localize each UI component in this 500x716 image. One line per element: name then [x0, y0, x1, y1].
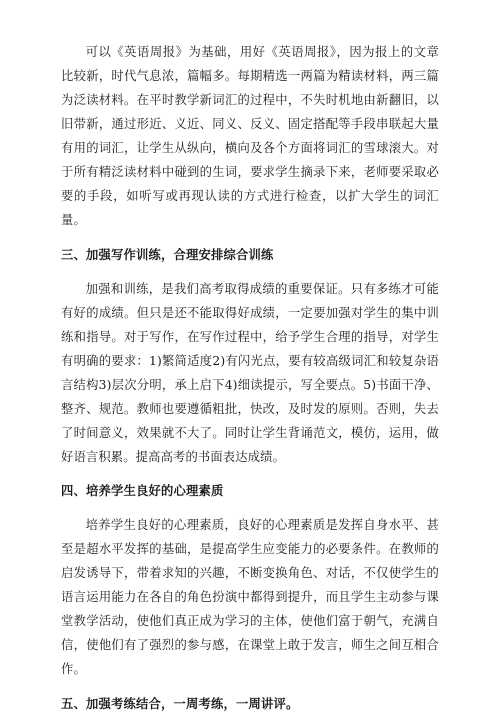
section-heading-psychology: 四、培养学生良好的心理素质 — [61, 484, 224, 498]
section-heading-weekly-tests: 五、加强考练结合，一周考练，一周讲评。 — [61, 697, 299, 711]
paragraph-vocabulary: 可以《英语周报》为基础，用好《英语周报》，因为报上的文章比较新，时代气息浓，篇幅多。每期精选一两篇为精读材料，两三篇为泛读材料。在平时教学新词汇的过程中，不失时机地由新翻旧，以旧带新，通过形近、义近、同义、反义、固定搭配等手段串联起大量有用的词汇，让学生从纵向，横向及各个方面将词汇的雪球滚大。对于所有精泛读材料中碰到的生词，要求学生摘录下来，老师要采取必要的手段，如听写或再现认读的方式进行检查，以扩大学生的词汇量。 — [61, 45, 439, 227]
paragraph-writing-training: 加强和训练，是我们高考取得成绩的重要保证。只有多练才可能有好的成绩。但只是还不能取得好成绩，一定要加强对学生的集中训练和指导。对于写作，在写作过程中，给予学生合理的指导，对学生有明确的要求：1)繁简适度2)有闪光点，要有较高级词汇和较复杂语言结构3)层次分明，承上启下4)细读提示，写全要点。5)书面干净、整齐、规范。教师也要遵循粗批，快改，及时发的原则。否则，失去了时间意义，效果就不大了。同时让学生背诵范文，模仿，运用，做好语言积累。提高高考的书面表达成绩。 — [61, 282, 439, 464]
document-page — [61, 40, 439, 716]
paragraph-psychology: 培养学生良好的心理素质，良好的心理素质是发挥自身水平、甚至是超水平发挥的基础，是提高学生应变能力的必要条件。在教师的启发诱导下，带着求知的兴趣，不断变换角色、对话，不仅使学生的语言运用能力在各自的角色扮演中都得到提升，而且学生主动参与课堂教学活动，使他们真正成为学习的主体，使他们富于朝气，充满自信，使他们有了强烈的参与感，在课堂上敢于发言，师生之间互相合作。 — [61, 518, 439, 676]
section-heading-writing-training: 三、加强写作训练，合理安排综合训练 — [61, 248, 274, 262]
